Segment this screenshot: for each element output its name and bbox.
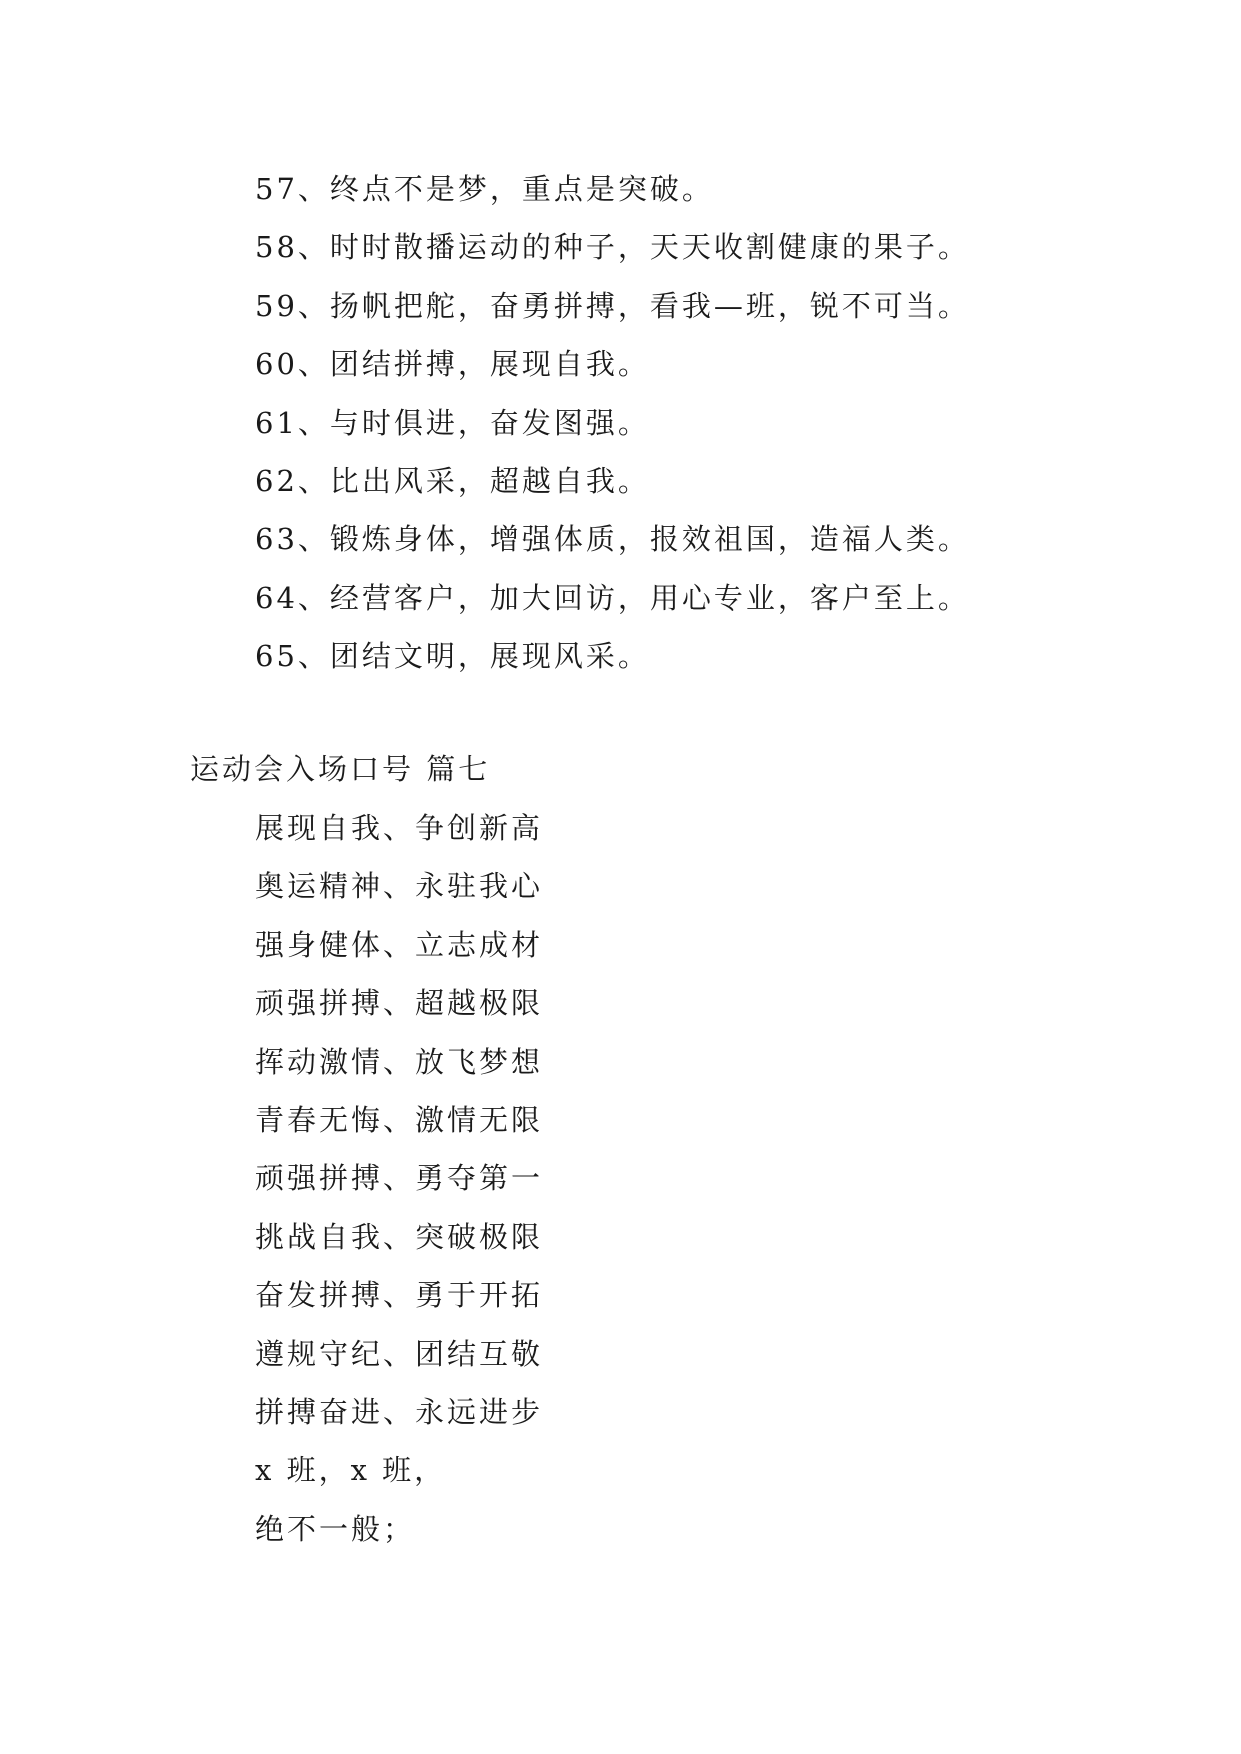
list-item: 57、终点不是梦，重点是突破。 <box>255 172 714 206</box>
list-item: 64、经营客户，加大回访，用心专业，客户至上。 <box>255 580 970 615</box>
list-item: 奋发拼搏、勇于开拓 <box>255 1278 544 1313</box>
list-item: 青春无悔、激情无限 <box>255 1102 544 1137</box>
list-item: 顽强拼搏、超越极限 <box>255 986 544 1021</box>
list-item: 挑战自我、突破极限 <box>255 1219 544 1254</box>
list-item: 遵规守纪、团结互敬 <box>255 1336 544 1371</box>
list-item: 60、团结拼搏，展现自我。 <box>255 347 650 382</box>
list-item: x 班，x 班， <box>255 1453 447 1488</box>
list-item: 62、比出风采，超越自我。 <box>255 463 650 498</box>
list-item: 65、团结文明，展现风采。 <box>255 639 650 674</box>
list-item: 展现自我、争创新高 <box>255 811 544 845</box>
list-item: 奥运精神、永驻我心 <box>255 869 544 904</box>
list-item: 顽强拼搏、勇夺第一 <box>255 1161 544 1196</box>
list-item: 61、与时俱进，奋发图强。 <box>255 405 650 440</box>
numbered-slogan-list <box>255 160 970 686</box>
list-item: 拼搏奋进、永远进步 <box>255 1394 544 1429</box>
list-item: 挥动激情、放飞梦想 <box>255 1044 544 1079</box>
list-item: 59、扬帆把舵，奋勇拼搏，看我—班，锐不可当。 <box>255 288 970 323</box>
slogan-list <box>255 799 543 1558</box>
list-item: 63、锻炼身体，增强体质，报效祖国，造福人类。 <box>255 522 970 557</box>
section-title: 运动会入场口号 篇七 <box>190 752 491 786</box>
list-item: 58、时时散播运动的种子，天天收割健康的果子。 <box>255 230 970 265</box>
list-item: 绝不一般； <box>255 1511 416 1546</box>
list-item: 强身健体、立志成材 <box>255 927 544 962</box>
